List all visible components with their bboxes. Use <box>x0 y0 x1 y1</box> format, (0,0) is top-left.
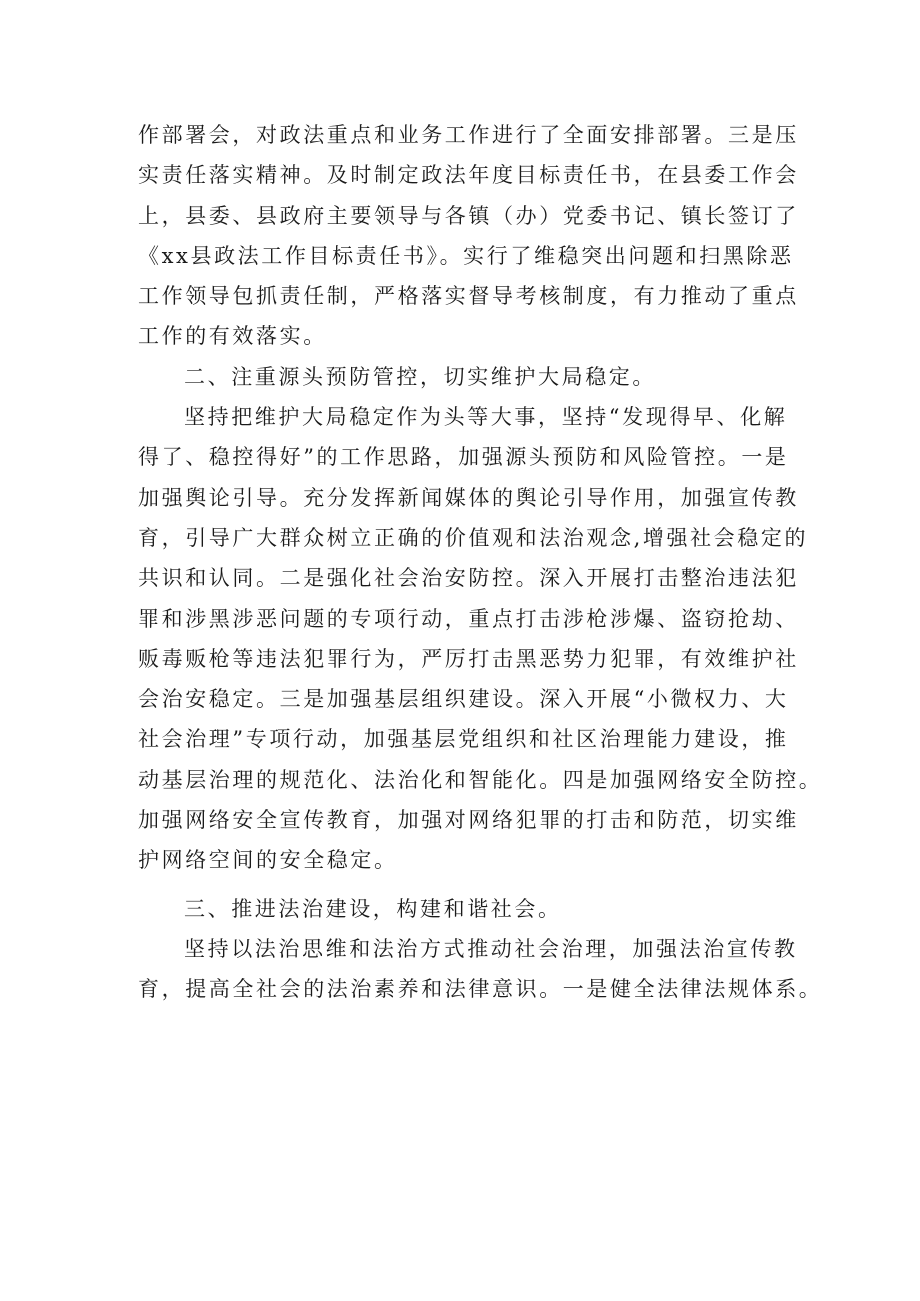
text-line: 育，提高全社会的法治素养和法律意识。一是健全法律法规体系。 <box>138 977 823 1002</box>
text-line: 得了、稳控得好”的工作思路，加强源头预防和风险管控。一是 <box>138 445 789 470</box>
text-line: 罪和涉黑涉恶问题的专项行动，重点打击涉枪涉爆、盗窃抢劫、 <box>138 606 799 631</box>
text-line: 工作的有效落实。 <box>138 324 327 349</box>
text-line: 护网络空间的安全稳定。 <box>138 848 398 873</box>
text-line: 上，县委、县政府主要领导与各镇（办）党委书记、镇长签订了 <box>138 203 799 228</box>
text-line: 加强网络安全宣传教育，加强对网络犯罪的打击和防范，切实维 <box>138 808 799 833</box>
text-line: 贩毒贩枪等违法犯罪行为，严厉打击黑恶势力犯罪，有效维护社 <box>138 646 799 671</box>
section-heading-3 <box>138 889 798 929</box>
text-line: 《xx县政法工作目标责任书》。实行了维稳突出问题和扫黑除恶 <box>138 243 794 268</box>
text-line: 育，引导广大群众树立正确的价值观和法治观念,增强社会稳定的 <box>138 525 809 550</box>
section-heading-2 <box>138 357 798 397</box>
paragraph-continuation <box>138 115 798 357</box>
document-page <box>138 115 823 1010</box>
paragraph-rule-of-law <box>138 929 823 1010</box>
text-line: 作部署会，对政法重点和业务工作进行了全面安排部署。三是压 <box>138 123 799 147</box>
heading-line: 二、注重源头预防管控，切实维护大局稳定。 <box>184 364 656 389</box>
text-line: 实责任落实精神。及时制定政法年度目标责任书，在县委工作会 <box>138 163 799 188</box>
text-line: 动基层治理的规范化、法治化和智能化。四是加强网络安全防控。 <box>138 767 823 792</box>
text-line: 加强舆论引导。充分发挥新闻媒体的舆论引导作用，加强宣传教 <box>138 485 799 510</box>
text-line: 坚持以法治思维和法治方式推动社会治理，加强法治宣传教 <box>184 936 798 961</box>
text-line: 社会治理”专项行动，加强基层党组织和社区治理能力建设，推 <box>138 727 789 752</box>
paragraph-stability <box>138 397 823 881</box>
heading-line: 三、推进法治建设，构建和谐社会。 <box>184 896 562 921</box>
text-line: 坚持把维护大局稳定作为头等大事，坚持“发现得早、化解 <box>184 405 788 430</box>
text-line: 会治安稳定。三是加强基层组织建设。深入开展“小微权力、大 <box>138 687 789 712</box>
text-line: 共识和认同。二是强化社会治安防控。深入开展打击整治违法犯 <box>138 566 799 591</box>
section-gap <box>138 881 798 889</box>
text-line: 工作领导包抓责任制，严格落实督导考核制度，有力推动了重点 <box>138 284 799 309</box>
